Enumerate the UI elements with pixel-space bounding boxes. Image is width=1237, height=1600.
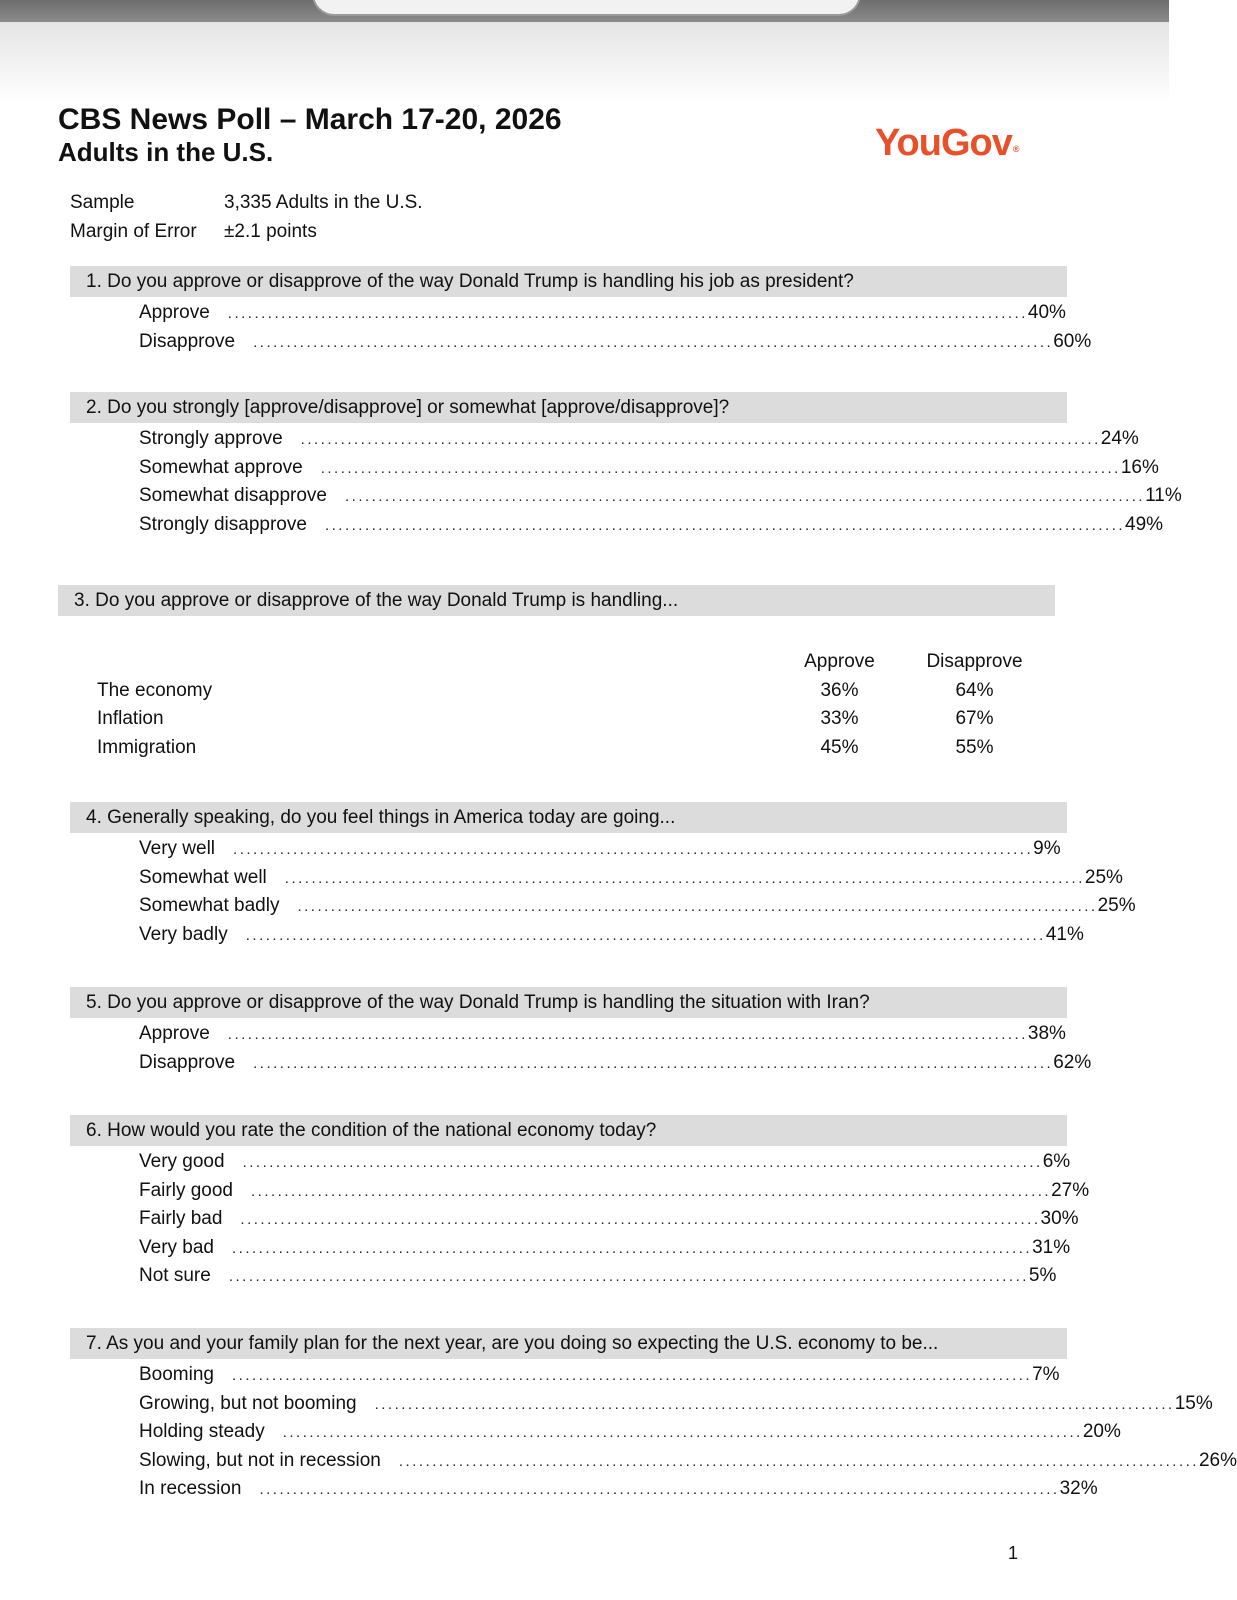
option-label: Approve bbox=[139, 302, 210, 323]
option-value: 31% bbox=[1032, 1236, 1071, 1258]
dot-leader: ........................................................................................................................ bbox=[282, 1424, 1083, 1441]
option-label: Fairly bad bbox=[139, 1208, 223, 1229]
page-title: CBS News Poll – March 17-20, 2026 bbox=[58, 103, 562, 136]
disapprove-value: 67% bbox=[955, 708, 994, 729]
option-label: Not sure bbox=[139, 1265, 211, 1286]
row-label: The economy bbox=[97, 679, 213, 701]
dot-leader: ........................................................................................................................ bbox=[233, 841, 1034, 858]
question-7-text: 7. As you and your family plan for the next year, are you doing so expecting the U.S. economy to be... bbox=[70, 1328, 1067, 1359]
table-row bbox=[97, 677, 1057, 706]
option-row bbox=[139, 299, 1066, 328]
question-3-text: 3. Do you approve or disapprove of the way Donald Trump is handling... bbox=[58, 585, 1055, 616]
option-value: 20% bbox=[1082, 1421, 1121, 1442]
question-4-text: 4. Generally speaking, do you feel things in America today are going... bbox=[70, 802, 1067, 833]
option-value: 5% bbox=[1028, 1265, 1057, 1286]
option-value: 41% bbox=[1045, 923, 1084, 945]
dot-leader: ........................................................................................................................ bbox=[227, 305, 1028, 322]
option-label: Strongly disapprove bbox=[139, 513, 307, 535]
sample-info bbox=[70, 188, 423, 246]
option-row bbox=[139, 1390, 1213, 1419]
column-header-disapprove: Disapprove bbox=[926, 651, 1023, 672]
option-label: Fairly good bbox=[139, 1179, 233, 1201]
dot-leader: ........................................................................................................................ bbox=[251, 1182, 1052, 1200]
approve-value: 45% bbox=[820, 736, 859, 758]
option-row bbox=[139, 1234, 1071, 1263]
approve-value: 33% bbox=[820, 708, 859, 729]
option-label: Somewhat approve bbox=[139, 456, 303, 478]
option-label: Approve bbox=[139, 1023, 210, 1044]
dot-leader: ........................................................................................................................ bbox=[245, 926, 1046, 944]
question-3-table bbox=[97, 648, 1057, 762]
dot-leader: ........................................................................................................................ bbox=[284, 869, 1085, 887]
option-row bbox=[139, 1418, 1121, 1447]
option-value: 9% bbox=[1033, 838, 1061, 859]
browser-top-bar bbox=[0, 0, 1169, 22]
option-label: Slowing, but not in recession bbox=[139, 1449, 381, 1471]
dot-leader: ........................................................................................................................ bbox=[297, 898, 1098, 915]
question-4 bbox=[70, 802, 1136, 949]
option-label: Disapprove bbox=[139, 1051, 236, 1073]
option-value: 49% bbox=[1125, 513, 1164, 535]
dot-leader: ........................................................................................................................ bbox=[227, 1026, 1028, 1043]
sample-label: Sample bbox=[70, 192, 135, 213]
option-label: Disapprove bbox=[139, 330, 236, 352]
option-row bbox=[139, 1447, 1237, 1476]
question-2-text: 2. Do you strongly [approve/disapprove] or somewhat [approve/disapprove]? bbox=[70, 392, 1067, 423]
option-value: 30% bbox=[1040, 1208, 1079, 1229]
browser-tab-shape bbox=[312, 0, 861, 16]
option-row bbox=[139, 328, 1092, 357]
option-row bbox=[139, 1262, 1057, 1291]
option-row bbox=[139, 864, 1123, 893]
dot-leader: ........................................................................................................................ bbox=[320, 459, 1121, 477]
table-row bbox=[97, 705, 1057, 734]
option-row bbox=[139, 454, 1159, 483]
dot-leader: ........................................................................................................................ bbox=[374, 1395, 1175, 1413]
margin-of-error-label: Margin of Error bbox=[70, 221, 197, 242]
disapprove-value: 55% bbox=[955, 736, 994, 758]
dot-leader: ........................................................................................................................ bbox=[228, 1268, 1029, 1285]
table-header bbox=[97, 648, 1057, 677]
option-value: 25% bbox=[1097, 895, 1136, 916]
question-5-text: 5. Do you approve or disapprove of the way Donald Trump is handling the situation with Iran? bbox=[70, 987, 1067, 1018]
question-3 bbox=[58, 585, 1055, 616]
question-2 bbox=[70, 392, 1182, 539]
option-value: 38% bbox=[1027, 1023, 1066, 1044]
question-6-text: 6. How would you rate the condition of the national economy today? bbox=[70, 1115, 1067, 1146]
option-label: Strongly approve bbox=[139, 428, 283, 449]
option-value: 27% bbox=[1051, 1179, 1090, 1201]
option-row bbox=[139, 1205, 1079, 1234]
option-row bbox=[139, 1475, 1098, 1504]
table-row bbox=[97, 734, 1057, 763]
margin-of-error-row bbox=[70, 217, 423, 246]
option-label: Somewhat well bbox=[139, 866, 267, 888]
option-label: In recession bbox=[139, 1478, 242, 1499]
option-label: Very bad bbox=[139, 1236, 214, 1258]
option-value: 6% bbox=[1042, 1151, 1071, 1172]
question-1 bbox=[70, 266, 1092, 356]
option-row bbox=[139, 1148, 1071, 1177]
dot-leader: ........................................................................................................................ bbox=[240, 1211, 1041, 1228]
option-row bbox=[139, 425, 1139, 454]
option-label: Very badly bbox=[139, 923, 228, 945]
option-value: 16% bbox=[1120, 456, 1159, 478]
option-value: 11% bbox=[1145, 485, 1182, 506]
option-label: Very good bbox=[139, 1151, 225, 1172]
page-subtitle: Adults in the U.S. bbox=[58, 137, 274, 167]
approve-value: 36% bbox=[820, 679, 859, 701]
question-1-text: 1. Do you approve or disapprove of the way Donald Trump is handling his job as president? bbox=[70, 266, 1067, 297]
disapprove-value: 64% bbox=[955, 679, 994, 701]
question-5 bbox=[70, 987, 1092, 1077]
option-label: Holding steady bbox=[139, 1421, 265, 1442]
row-label: Inflation bbox=[97, 708, 164, 729]
dot-leader: ........................................................................................................................ bbox=[324, 516, 1126, 534]
option-row bbox=[139, 511, 1164, 540]
question-6 bbox=[70, 1115, 1090, 1291]
top-shadow bbox=[0, 22, 1169, 102]
dot-leader: ........................................................................................................................ bbox=[259, 1481, 1060, 1498]
dot-leader: ........................................................................................................................ bbox=[300, 431, 1101, 448]
option-value: 15% bbox=[1174, 1392, 1213, 1414]
option-row bbox=[139, 1361, 1060, 1390]
row-label: Immigration bbox=[97, 736, 197, 758]
option-row bbox=[139, 1049, 1092, 1078]
option-value: 62% bbox=[1053, 1051, 1092, 1073]
option-label: Booming bbox=[139, 1364, 214, 1385]
dot-leader: ........................................................................................................................ bbox=[253, 333, 1054, 351]
option-row bbox=[139, 1020, 1066, 1049]
option-label: Somewhat badly bbox=[139, 895, 280, 916]
option-row bbox=[139, 892, 1136, 921]
option-value: 40% bbox=[1027, 302, 1066, 323]
option-row bbox=[139, 921, 1084, 950]
option-label: Very well bbox=[139, 838, 216, 859]
question-7 bbox=[70, 1328, 1237, 1504]
sample-value: 3,335 Adults in the U.S. bbox=[224, 192, 423, 213]
option-row bbox=[139, 482, 1182, 511]
option-row bbox=[139, 835, 1061, 864]
option-row bbox=[139, 1177, 1090, 1206]
option-value: 25% bbox=[1084, 866, 1123, 888]
page-number: 1 bbox=[1008, 1543, 1019, 1563]
dot-leader: ........................................................................................................................ bbox=[242, 1154, 1043, 1171]
option-value: 32% bbox=[1059, 1478, 1098, 1499]
option-value: 24% bbox=[1100, 428, 1139, 449]
sample-row bbox=[70, 188, 423, 217]
yougov-logo: YouGov® bbox=[875, 122, 1019, 164]
dot-leader: ........................................................................................................................ bbox=[232, 1239, 1033, 1257]
option-value: 26% bbox=[1198, 1449, 1237, 1471]
option-label: Somewhat disapprove bbox=[139, 485, 327, 506]
dot-leader: ........................................................................................................................ bbox=[398, 1452, 1199, 1470]
dot-leader: ........................................................................................................................ bbox=[253, 1054, 1054, 1072]
option-label: Growing, but not booming bbox=[139, 1392, 357, 1414]
option-value: 7% bbox=[1032, 1364, 1060, 1385]
column-header-approve: Approve bbox=[804, 651, 875, 672]
margin-of-error-value: ±2.1 points bbox=[224, 221, 317, 242]
option-value: 60% bbox=[1053, 330, 1092, 352]
dot-leader: ........................................................................................................................ bbox=[345, 488, 1146, 505]
dot-leader: ........................................................................................................................ bbox=[232, 1367, 1033, 1384]
